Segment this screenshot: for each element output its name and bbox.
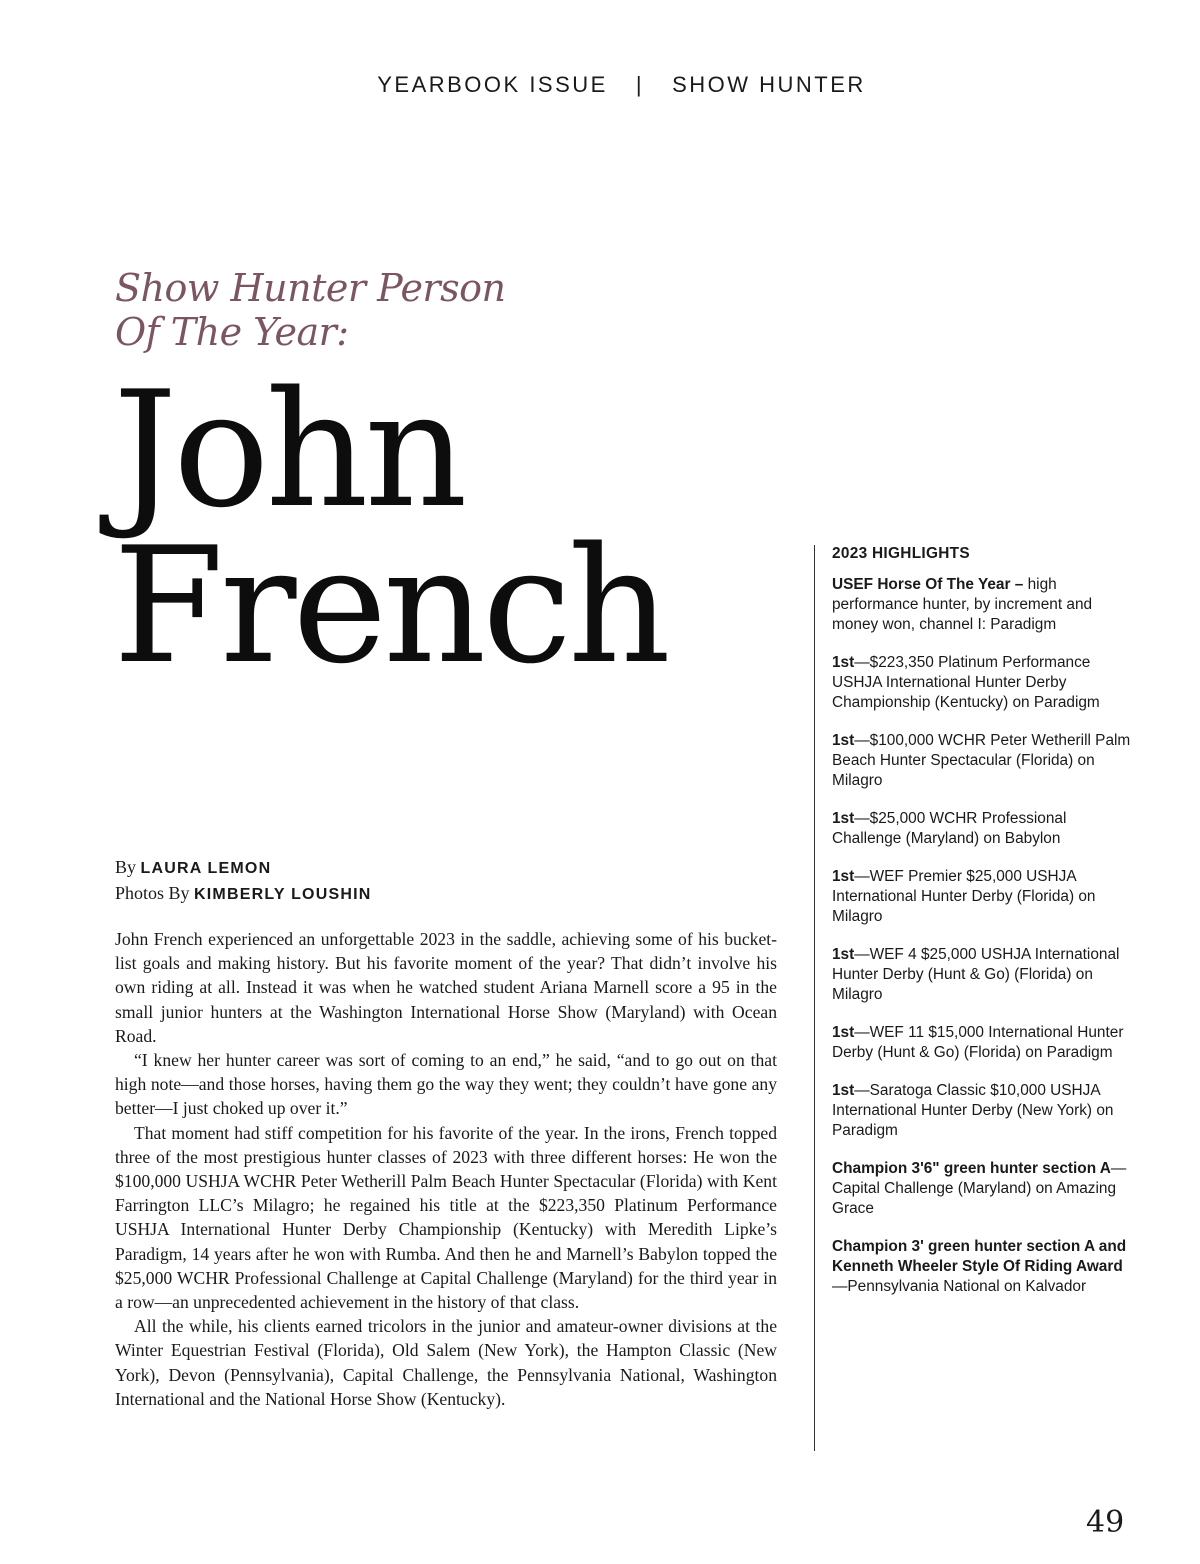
highlight-text: high performance hunter, by increment and money won, channel I: Paradigm [832,576,1093,633]
highlight-text: —$100,000 WCHR Peter Wetherill Palm Beach Hunter Spectacular (Florida) on Milagro [832,732,1131,789]
highlight-item [832,1023,1132,1063]
highlight-item [832,1237,1132,1297]
page-number: 49 [1086,1505,1125,1540]
header-separator: | [635,72,645,97]
highlight-lead: Champion 3'6" green hunter section A [832,1160,1111,1177]
byline [115,855,775,907]
author-name: LAURA LEMON [140,860,272,877]
category-label: SHOW HUNTER [672,72,866,97]
highlight-item [832,945,1132,1005]
highlight-lead: 1st [832,946,855,963]
highlight-item [832,575,1132,635]
photo-credit-line [115,881,775,907]
body-paragraph: All the while, his clients earned tricolors in the junior and amateur-owner divisions at the Winter Equestrian Festival (Florida), Old Salem (New York), the Hampton Classic (New York), Devon (Pennsylvania), Capital Challenge, the Pennsylvania National, Washington International and the National Horse Show (Kentucky). [115,1316,777,1409]
headline-last-name: French [113,512,667,699]
highlights-sidebar [832,544,1132,1315]
article-body [115,927,777,1411]
highlight-item [832,809,1132,849]
kicker-line-2: Of The Year: [115,310,349,354]
highlight-lead: USEF Horse Of The Year – [832,576,1024,593]
highlight-lead: 1st [832,654,855,671]
highlight-lead: 1st [832,1024,855,1041]
highlight-text: —Saratoga Classic $10,000 USHJA International Hunter Derby (New York) on Paradigm [832,1082,1114,1139]
sidebar-title: 2023 HIGHLIGHTS [832,545,970,562]
highlight-lead: 1st [832,868,855,885]
highlight-text: —WEF 4 $25,000 USHJA International Hunter Derby (Hunt & Go) (Florida) on Milagro [832,946,1120,1003]
highlight-text: —Pennsylvania National on Kalvador [832,1278,1087,1295]
headline-first-name: John [113,356,464,543]
highlight-lead: 1st [832,1082,855,1099]
highlight-item [832,653,1132,713]
highlight-item [832,731,1132,791]
article-kicker [115,266,675,354]
author-line [115,855,775,881]
running-header [0,72,1200,98]
sidebar-divider [814,545,815,1451]
photographer-name: KIMBERLY LOUSHIN [194,886,372,903]
highlight-item [832,1159,1132,1219]
highlight-item [832,1081,1132,1141]
highlight-text: —$223,350 Platinum Performance USHJA International Hunter Derby Championship (Kentucky) on Paradigm [832,654,1100,711]
highlight-text: —$25,000 WCHR Professional Challenge (Maryland) on Babylon [832,810,1067,847]
body-paragraph: John French experienced an unforgettable 2023 in the saddle, achieving some of his bucket-list goals and making history. But his favorite moment of the year? That didn’t involve his own riding at all. Instead it was when he watched student Ariana Marnell score a 95 in the small junior hunters at the Washington International Horse Show (Maryland) with Ocean Road. [115,929,777,1046]
body-paragraph: That moment had stiff competition for his favorite of the year. In the irons, French topped three of the most prestigious hunter classes of 2023 with three different horses: He won the $100,000 USHJA WCHR Peter Wetherill Palm Beach Hunter Spectacular (Florida) with Kent Farrington LLC’s Milagro; he regained his title at the $223,350 Platinum Performance USHJA International Hunter Derby Championship (Kentucky) with Meredith Lipke’s Paradigm, 14 years after he won with Rumba. And then he and Marnell’s Babylon topped the $25,000 WCHR Professional Challenge at Capital Challenge (Maryland) for the third year in a row—an unprecedented achievement in the history of that class. [115,1122,777,1313]
highlight-text: —WEF Premier $25,000 USHJA International Hunter Derby (Florida) on Milagro [832,868,1096,925]
photos-prefix: Photos By [115,883,190,903]
headline-name [113,356,813,699]
body-paragraph: “I knew her hunter career was sort of coming to an end,” he said, “and to go out on that high note—and those horses, having them go the way they went; they couldn’t have gone any better—I just choked up over it.” [115,1050,777,1119]
by-prefix: By [115,857,137,877]
highlight-text: —WEF 11 $15,000 International Hunter Derby (Hunt & Go) (Florida) on Paradigm [832,1024,1124,1061]
kicker-line-1: Show Hunter Person [115,266,506,310]
section-label: YEARBOOK ISSUE [377,72,608,97]
highlight-item [832,867,1132,927]
highlight-lead: 1st [832,732,855,749]
highlight-lead: Champion 3' green hunter section A and Kenneth Wheeler Style Of Riding Award [832,1238,1127,1275]
highlight-lead: 1st [832,810,855,827]
highlight-text: —Capital Challenge (Maryland) on Amazing Grace [832,1160,1127,1217]
